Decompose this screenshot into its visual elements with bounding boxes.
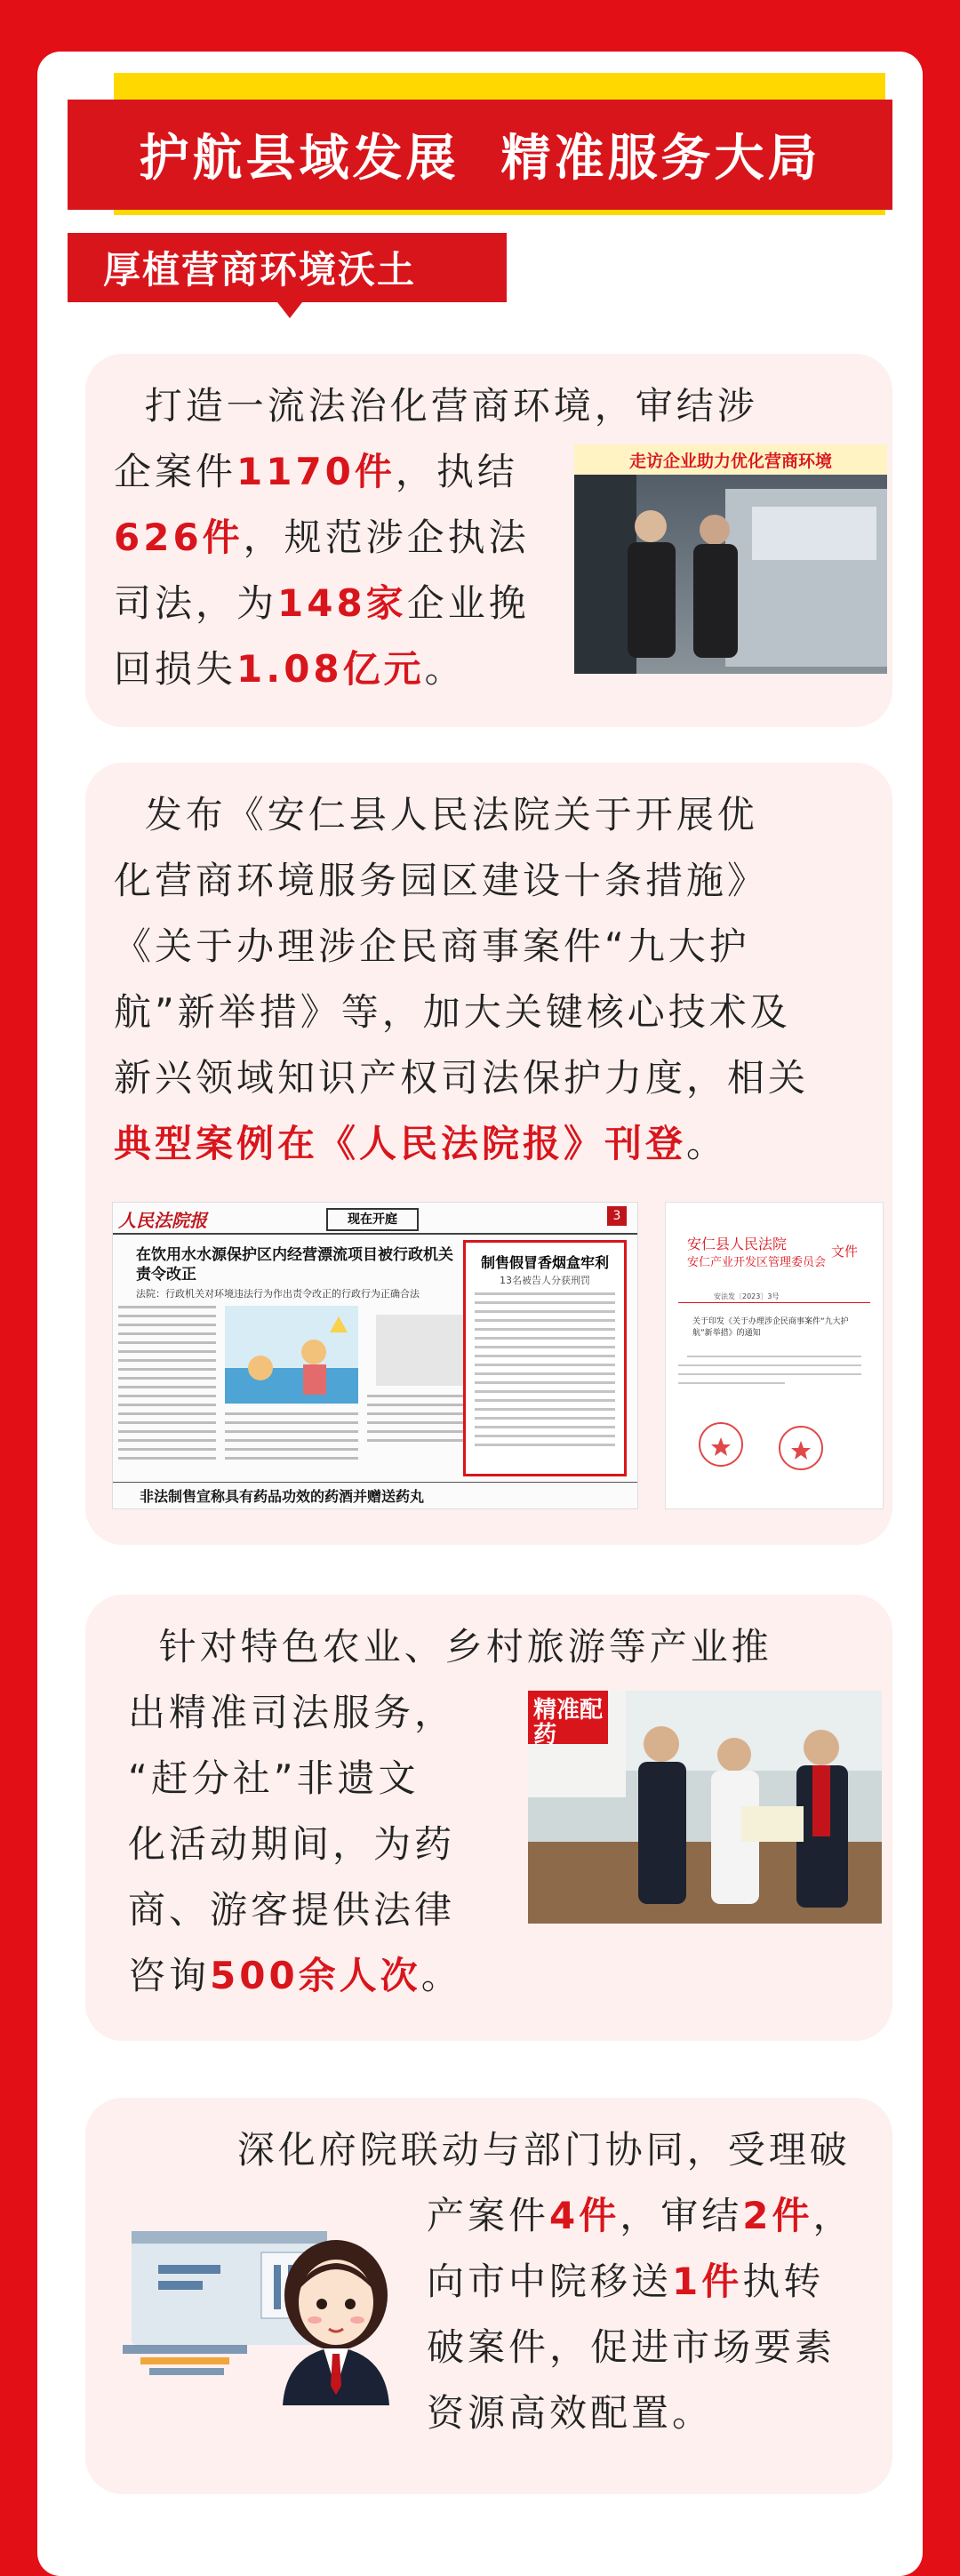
text-segment: 。 — [420, 1954, 462, 1997]
doc-red-rule — [678, 1302, 870, 1303]
highlight-figure: 148家 — [277, 581, 407, 625]
text-line — [114, 1045, 809, 1111]
text-segment: ，规范涉企执法 — [243, 516, 530, 559]
text-line — [427, 2183, 854, 2249]
text-line — [114, 373, 758, 439]
text-line — [128, 1943, 772, 2009]
text-segment: 破案件，促进市场要素 — [427, 2325, 836, 2369]
highlight-figure: 4件 — [549, 2194, 620, 2237]
page-subtitle: 厚植营商环境沃土 — [103, 248, 417, 292]
official-document — [665, 1202, 884, 1509]
section4-text-first — [206, 2117, 851, 2183]
text-segment: 。 — [686, 1122, 728, 1165]
text-segment: 化活动期间，为药 — [128, 1822, 456, 1866]
newspaper-boxed-article — [463, 1240, 627, 1476]
text-segment: 《关于办理涉企民商事案件“九大护 — [114, 924, 750, 968]
text-segment: “赶分社”非遗文 — [128, 1756, 420, 1800]
newspaper-bottom-headline: 非法制售宣称具有药品功效的药酒并赠送药丸 — [140, 1488, 425, 1505]
text-segment: 出精准司法服务， — [128, 1691, 456, 1734]
text-line — [427, 2315, 854, 2380]
newspaper-clipping — [112, 1202, 638, 1509]
newspaper-page-number: 3 — [607, 1206, 627, 1226]
text-segment: ， — [812, 2194, 854, 2237]
text-segment: 咨询 — [128, 1954, 211, 1997]
text-segment: 司法，为 — [114, 581, 278, 625]
text-segment: 化营商环境服务园区建设十条措施》 — [114, 859, 769, 902]
text-segment: 执转 — [742, 2260, 825, 2303]
boxed-article-subtitle: 13名被告人分获刑罚 — [500, 1275, 590, 1286]
text-line — [206, 2117, 851, 2183]
text-segment: 向市中院移送 — [427, 2260, 673, 2303]
photo-caption: 走访企业助力优化营商环境 — [628, 451, 832, 471]
highlight-figure: 2件 — [742, 2194, 813, 2237]
text-line — [114, 782, 809, 848]
text-segment: 资源高效配置。 — [427, 2391, 714, 2435]
text-segment: 。 — [424, 647, 466, 691]
subtitle-banner — [68, 233, 507, 302]
page-title: 护航县域发展 精准服务大局 — [139, 130, 821, 188]
text-segment: 企案件 — [114, 450, 237, 493]
enterprise-visit-photo — [574, 444, 887, 674]
newspaper-headline: 在饮用水水源保护区内经营漂流项目被行政机关责令改正 — [136, 1246, 453, 1284]
doc-notice-title: 关于印发《关于办理涉企民商事案件“九大护航”新举措》的通知 — [692, 1317, 849, 1338]
text-line — [114, 848, 809, 914]
text-segment: 企业挽 — [406, 581, 530, 625]
doc-issuer-court: 安仁县人民法院 — [687, 1236, 788, 1252]
text-segment: 新兴领域知识产权司法保护力度，相关 — [114, 1056, 810, 1100]
sign-text: 精准配药 — [533, 1697, 604, 1748]
text-segment: 商、游客提供法律 — [128, 1888, 456, 1932]
text-line — [128, 1614, 772, 1680]
text-segment: 深化府院联动与部门协同，受理破 — [206, 2128, 851, 2172]
text-segment: 打造一流法治化营商环境，审结涉 — [114, 384, 758, 428]
newspaper-rule-bottom — [113, 1482, 637, 1483]
title-banner — [68, 100, 892, 210]
text-line — [114, 980, 809, 1045]
text-segment: ，执结 — [395, 450, 518, 493]
subtitle-pointer — [277, 302, 302, 318]
highlight-figure: 500余人次 — [210, 1954, 421, 1997]
text-segment: 航”新举措》等，加大关键核心技术及 — [114, 990, 791, 1034]
text-segment: ，审结 — [620, 2194, 743, 2237]
section4-text-rest — [427, 2183, 854, 2446]
doc-body-and-seals — [678, 1356, 870, 1498]
highlight-figure: 626件 — [114, 516, 244, 559]
text-segment: 发布《安仁县人民法院关于开展优 — [114, 793, 758, 836]
doc-word: 文件 — [831, 1244, 859, 1260]
text-line — [114, 1111, 809, 1177]
boxed-article-title: 制售假冒香烟盒牢利 — [480, 1254, 609, 1271]
text-segment: 回损失 — [114, 647, 237, 691]
newspaper-column: 现在开庭 — [326, 1208, 419, 1231]
newspaper-rule — [113, 1233, 637, 1235]
newspaper-subhead: 法院：行政机关对环境违法行为作出责令改正的行政行为正确合法 — [136, 1288, 420, 1300]
newspaper-masthead: 人民法院报 — [118, 1210, 207, 1231]
text-segment: 针对特色农业、乡村旅游等产业推 — [128, 1625, 772, 1668]
boxed-article-body — [475, 1292, 615, 1461]
newspaper-body-columns — [118, 1306, 474, 1478]
text-line — [427, 2380, 854, 2446]
text-segment: 产案件 — [427, 2194, 550, 2237]
legal-consultation-photo — [528, 1691, 882, 1924]
highlight-figure: 典型案例在《人民法院报》刊登 — [114, 1122, 687, 1165]
text-line — [427, 2249, 854, 2315]
highlight-figure: 1件 — [672, 2260, 743, 2303]
highlight-figure: 1.08亿元 — [236, 647, 425, 691]
doc-issuer-committee: 安仁产业开发区管理委员会 — [687, 1256, 827, 1269]
highlight-figure: 1170件 — [236, 450, 396, 493]
doc-number: 安法发〔2023〕3号 — [714, 1292, 780, 1300]
judge-illustration — [123, 2212, 416, 2405]
section2-text — [114, 782, 809, 1177]
text-line — [114, 914, 809, 980]
